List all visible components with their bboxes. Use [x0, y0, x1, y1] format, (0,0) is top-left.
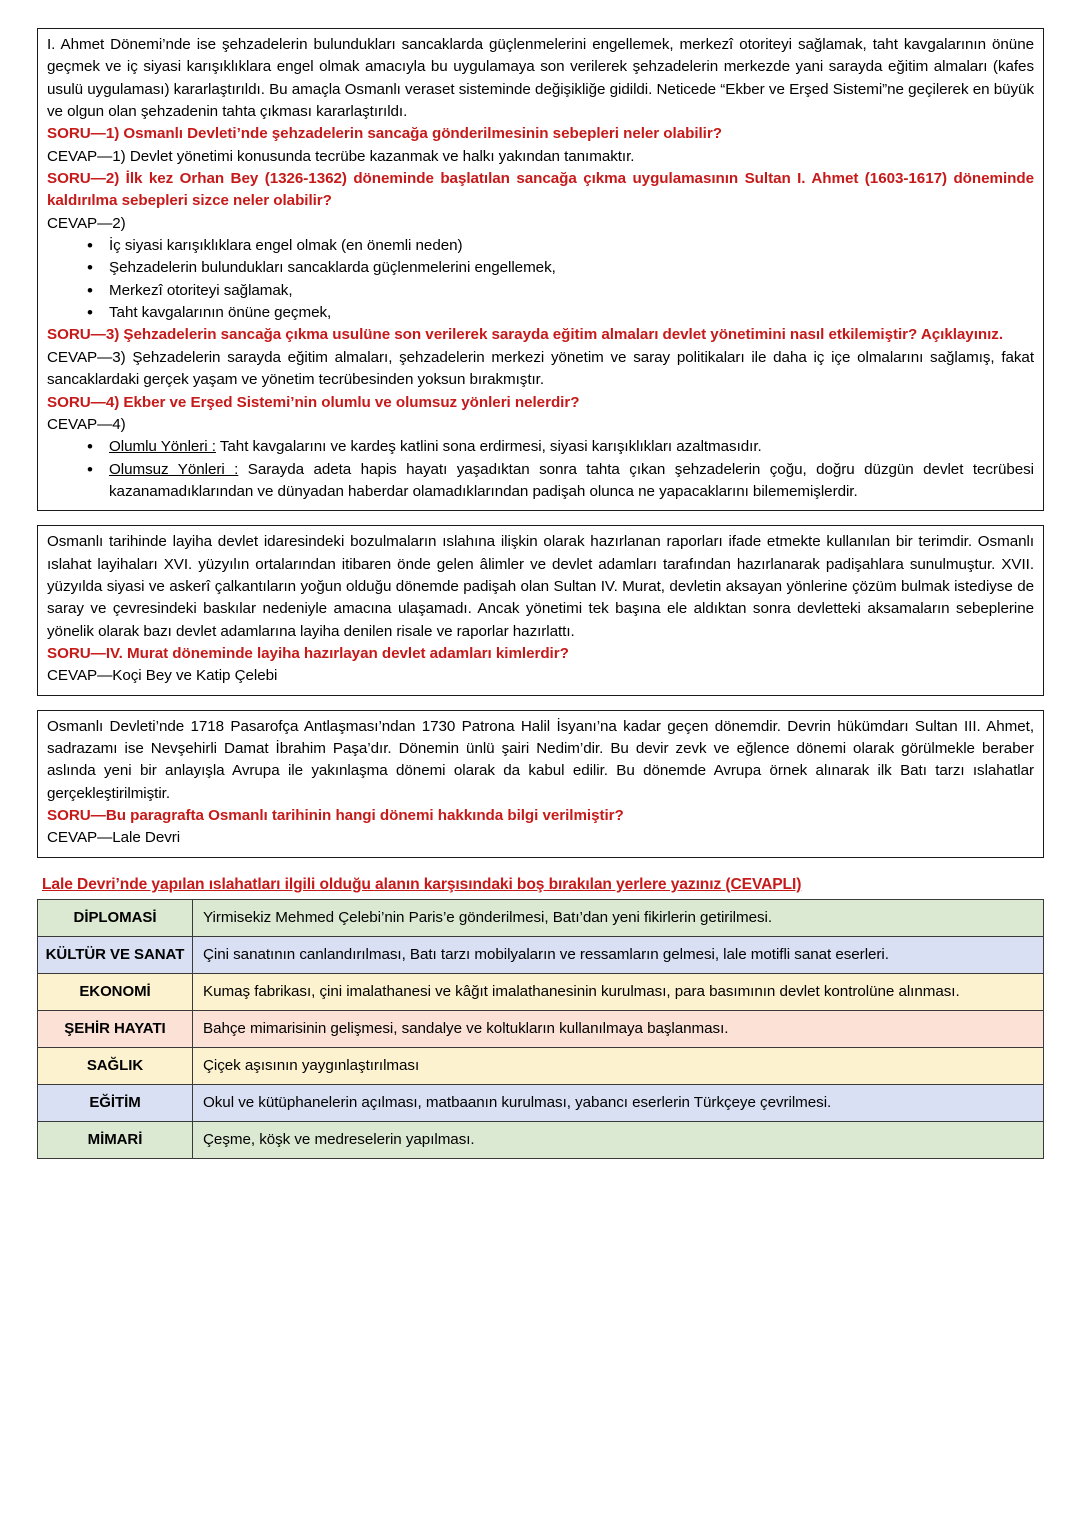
- content-box-layiha: [37, 525, 1044, 695]
- table-row: [38, 1084, 1044, 1121]
- table-cell-label: EĞİTİM: [38, 1084, 193, 1121]
- answer-2-bullet-list: [47, 235, 1034, 324]
- question-3: SORU—3) Şehzadelerin sancağa çıkma usulüne son verilerek sarayda eğitim almaları devlet yönetimini nasıl etkilemiştir? Açıklayınız.: [47, 326, 1003, 344]
- table-section-heading: Lale Devri’nde yapılan ıslahatları ilgili olduğu alanın karşısındaki boş bırakılan yerlere yazınız (CEVAPLI): [42, 875, 802, 893]
- table-cell-value: Kumaş fabrikası, çini imalathanesi ve kâğıt imalathanesinin kurulması, para basımının devlet kontrolüne alınması.: [193, 973, 1044, 1010]
- table-cell-value: Çiçek aşısının yaygınlaştırılması: [193, 1047, 1044, 1084]
- table-cell-label: MİMARİ: [38, 1121, 193, 1158]
- table-row: [38, 936, 1044, 973]
- table-cell-value: Bahçe mimarisinin gelişmesi, sandalye ve koltukların kullanılmaya başlanması.: [193, 1010, 1044, 1047]
- table-cell-label: ŞEHİR HAYATI: [38, 1010, 193, 1047]
- list-item: • Şehzadelerin bulundukları sancaklarda güçlenmelerini engellemek,: [47, 257, 1034, 279]
- layiha-answer: CEVAP—Koçi Bey ve Katip Çelebi: [47, 667, 278, 685]
- list-item: • Merkezî otoriteyi sağlamak,: [47, 280, 1034, 302]
- list-item-label: Olumlu Yönleri :: [109, 438, 216, 456]
- list-item-text: Taht kavgalarını ve kardeş katlini sona erdirmesi, siyasi karışıklıkları azaltmasıdır.: [215, 438, 762, 456]
- islahat-table: [37, 899, 1044, 1159]
- list-item-label: Olumsuz Yönleri :: [109, 460, 239, 478]
- list-item-text: Sarayda adeta hapis hayatı yaşadıktan sonra tahta çıkan şehzadelerin çoğu, doğru düzgün devlet tecrübesi kazanamadıklarından ve dünyadan haberdar olamadıklarından padişah olunca ne yapacaklarını bilememişlerdir.: [109, 460, 1035, 500]
- table-cell-value: Çeşme, köşk ve medreselerin yapılması.: [193, 1121, 1044, 1158]
- table-cell-label: KÜLTÜR VE SANAT: [38, 936, 193, 973]
- question-2: SORU—2) İlk kez Orhan Bey (1326-1362) döneminde başlatılan sancağa çıkma uygulamasının Sultan I. Ahmet (1603-1617) döneminde kaldırılma sebepleri sizce neler olabilir?: [47, 170, 1034, 210]
- table-cell-label: DİPLOMASİ: [38, 899, 193, 936]
- intro-paragraph: I. Ahmet Dönemi’nde ise şehzadelerin bulundukları sancaklarda güçlenmelerini engellemek, merkezî otoriteyi sağlamak, taht kavgalarının önüne geçmek ve iç siyasi karışıklıklara engel olmak amacıyla bu uygulamaya son verilerek şehzadelerin merkezde yani sarayda eğitim almaları (kafes usulü uygulaması) kararlaştırıldı. Bu amaçla Osmanlı veraset sisteminde değişikliğe gidildi. Neticede “Ekber ve Erşed Sistemi”ne geçilerek en büyük ve olgun olan şehzadenin tahta çıkması kararlaştırıldı.: [47, 36, 1034, 121]
- table-cell-value: Okul ve kütüphanelerin açılması, matbaanın kurulması, yabancı eserlerin Türkçeye çevrilmesi.: [193, 1084, 1044, 1121]
- table-cell-label: SAĞLIK: [38, 1047, 193, 1084]
- table-row: [38, 1047, 1044, 1084]
- layiha-question: SORU—IV. Murat döneminde layiha hazırlayan devlet adamları kimlerdir?: [47, 644, 569, 662]
- lale-devri-question: SORU—Bu paragrafta Osmanlı tarihinin hangi dönemi hakkında bilgi verilmiştir?: [47, 807, 624, 824]
- question-1: SORU—1) Osmanlı Devleti’nde şehzadelerin sancağa gönderilmesinin sebepleri neler olabilir?: [47, 125, 722, 143]
- answer-1: CEVAP—1) Devlet yönetimi konusunda tecrübe kazanmak ve halkı yakından tanımaktır.: [47, 147, 635, 165]
- list-item: [47, 436, 1034, 458]
- table-cell-label: EKONOMİ: [38, 973, 193, 1010]
- table-row: [38, 1010, 1044, 1047]
- answer-4-intro: CEVAP—4): [47, 415, 126, 433]
- table-row: [38, 899, 1044, 936]
- content-box-lale-devri: [37, 710, 1044, 858]
- lale-devri-paragraph: Osmanlı Devleti’nde 1718 Pasarofça Antlaşması’ndan 1730 Patrona Halil İsyanı’na kadar geçen dönemdir. Devrin hükümdarı Sultan III. Ahmet, sadrazamı ise Nevşehirli Damat İbrahim Paşa’dır. Dönemin ünlü şairi Nedim’dir. Bu devir zevk ve eğlence dönemi olarak görülmekle beraber aslında yeni bir anlayışla Avrupa ile yakınlaşma dönemi olarak da kabul edilir. Bu dönemde Avrupa örnek alınarak ilk Batı tarzı ıslahatlar gerçekleştirilmiştir.: [47, 717, 1034, 802]
- table-row: [38, 973, 1044, 1010]
- list-item: • İç siyasi karışıklıklara engel olmak (en önemli neden): [47, 235, 1034, 257]
- table-row: [38, 1121, 1044, 1158]
- question-4: SORU—4) Ekber ve Erşed Sistemi’nin olumlu ve olumsuz yönleri nelerdir?: [47, 393, 580, 411]
- layiha-paragraph: Osmanlı tarihinde layiha devlet idaresindeki bozulmaların ıslahına ilişkin olarak hazırlanan raporları ifade etmekte kullanılan bir terimdir. Osmanlı ıslahat layihaları XVI. yüzyılın ortalarından itibaren önde gelen âlimler ve devlet adamları tarafından hazırlanarak padişahlara sunulmuştur. XVII. yüzyılda siyasi ve askerî çalkantıların yoğun olduğu dönemde padişah olan Sultan IV. Murat, devletin aksayan yönlerine çözüm bulmak istediyse de saray ve çevresindeki baskılar nedeniyle amacına ulaşamadı. Ancak yönetimi tek başına ele aldıktan sonra devletteki aksamaların sebeplerine yönelik olarak bazı devlet adamlarına layiha denilen risale ve raporlar hazırlattı.: [47, 533, 1034, 640]
- table-cell-value: Yirmisekiz Mehmed Çelebi’nin Paris’e gönderilmesi, Batı’dan yeni fikirlerin getirilmesi.: [193, 899, 1044, 936]
- table-cell-value: Çini sanatının canlandırılması, Batı tarzı mobilyaların ve ressamların gelmesi, lale motifli sanat eserleri.: [193, 936, 1044, 973]
- lale-devri-answer: CEVAP—Lale Devri: [47, 829, 181, 847]
- list-item: • Taht kavgalarının önüne geçmek,: [47, 302, 1034, 324]
- answer-3: CEVAP—3) Şehzadelerin sarayda eğitim almaları, şehzadelerin merkezi yönetim ve saray politikaları ile daha iç içe olmalarını sağlamış, fakat sancaklardaki gerçek yaşam ve yönetim tecrübesinden yoksun bırakmıştır.: [47, 348, 1034, 389]
- list-item: [47, 459, 1034, 504]
- content-box-sehzade: [37, 28, 1044, 511]
- answer-2-intro: CEVAP—2): [47, 214, 126, 232]
- answer-4-bullet-list: [47, 436, 1034, 503]
